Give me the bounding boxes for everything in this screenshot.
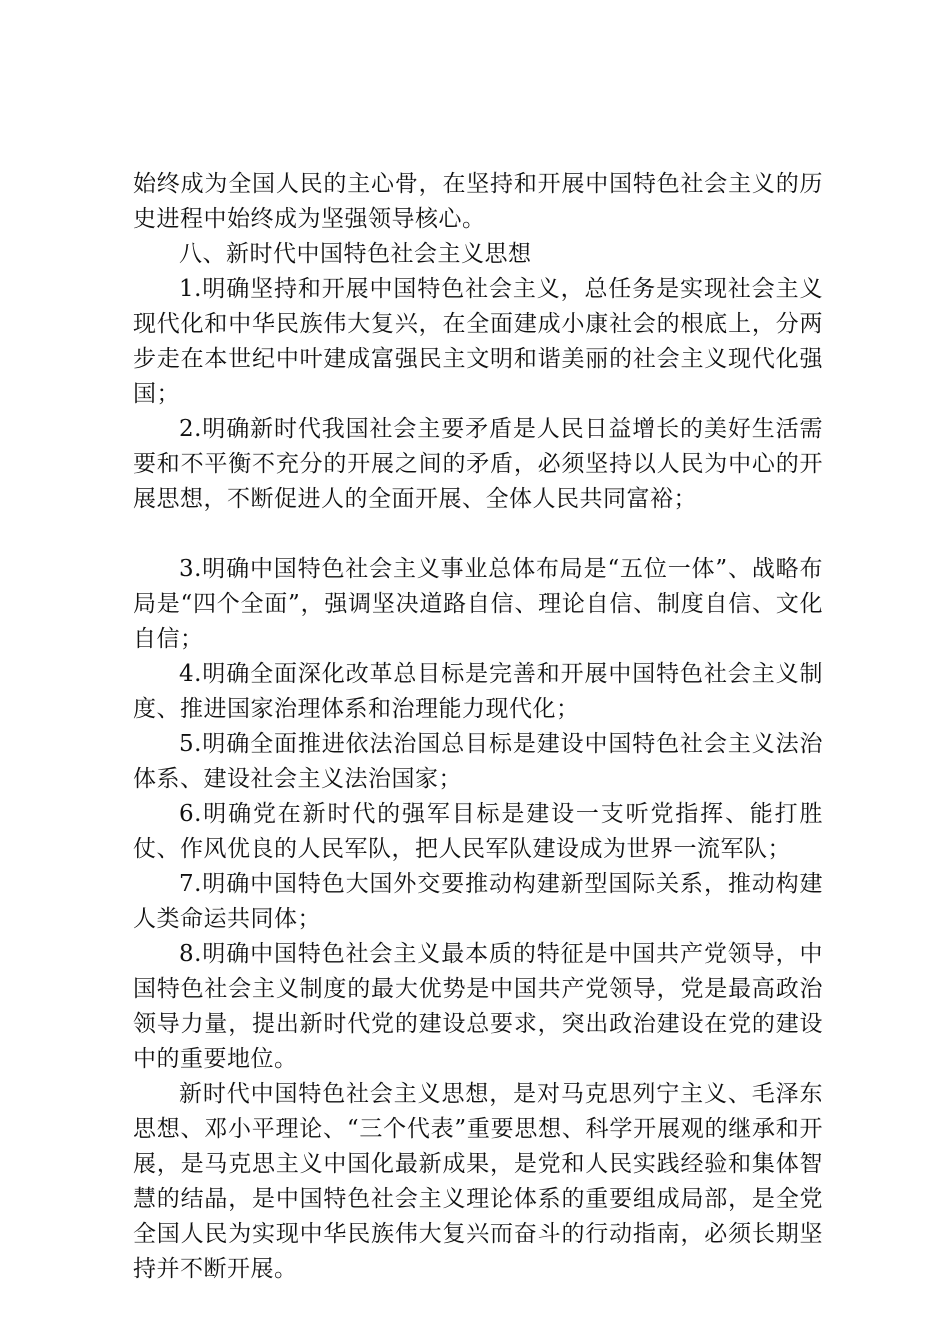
- list-item-3: 3.明确中国特色社会主义事业总体布局是“五位一体”、战略布局是“四个全面”，强调坚决道路自信、理论自信、制度自信、文化自信；: [133, 556, 823, 652]
- list-item-6: 6.明确党在新时代的强军目标是建设一支听党指挥、能打胜仗、作风优良的人民军队，把人民军队建设成为世界一流军队；: [133, 801, 823, 862]
- paragraph-continuation: 始终成为全国人民的主心骨，在坚持和开展中国特色社会主义的历史进程中始终成为坚强领导核心。: [133, 171, 823, 232]
- paragraph-gap: [133, 517, 823, 552]
- document-body: [133, 167, 823, 1287]
- list-item-4: 4.明确全面深化改革总目标是完善和开展中国特色社会主义制度、推进国家治理体系和治理能力现代化；: [133, 661, 823, 722]
- list-item-1: 1.明确坚持和开展中国特色社会主义，总任务是实现社会主义现代化和中华民族伟大复兴，在全面建成小康社会的根底上，分两步走在本世纪中叶建成富强民主文明和谐美丽的社会主义现代化强国；: [133, 276, 823, 407]
- summary-paragraph: 新时代中国特色社会主义思想，是对马克思列宁主义、毛泽东思想、邓小平理论、“三个代表”重要思想、科学开展观的继承和开展，是马克思主义中国化最新成果，是党和人民实践经验和集体智慧的结晶，是中国特色社会主义理论体系的重要组成局部，是全党全国人民为实现中华民族伟大复兴而奋斗的行动指南，必须长期坚持并不断开展。: [133, 1081, 823, 1282]
- list-item-8: 8.明确中国特色社会主义最本质的特征是中国共产党领导，中国特色社会主义制度的最大优势是中国共产党领导，党是最高政治领导力量，提出新时代党的建设总要求，突出政治建设在党的建设中的重要地位。: [133, 941, 823, 1072]
- section-heading: 八、新时代中国特色社会主义思想: [179, 241, 532, 267]
- list-item-2: 2.明确新时代我国社会主要矛盾是人民日益增长的美好生活需要和不平衡不充分的开展之间的矛盾，必须坚持以人民为中心的开展思想，不断促进人的全面开展、全体人民共同富裕；: [133, 416, 823, 512]
- list-item-5: 5.明确全面推进依法治国总目标是建设中国特色社会主义法治体系、建设社会主义法治国家；: [133, 731, 823, 792]
- list-item-7: 7.明确中国特色大国外交要推动构建新型国际关系，推动构建人类命运共同体；: [133, 871, 823, 932]
